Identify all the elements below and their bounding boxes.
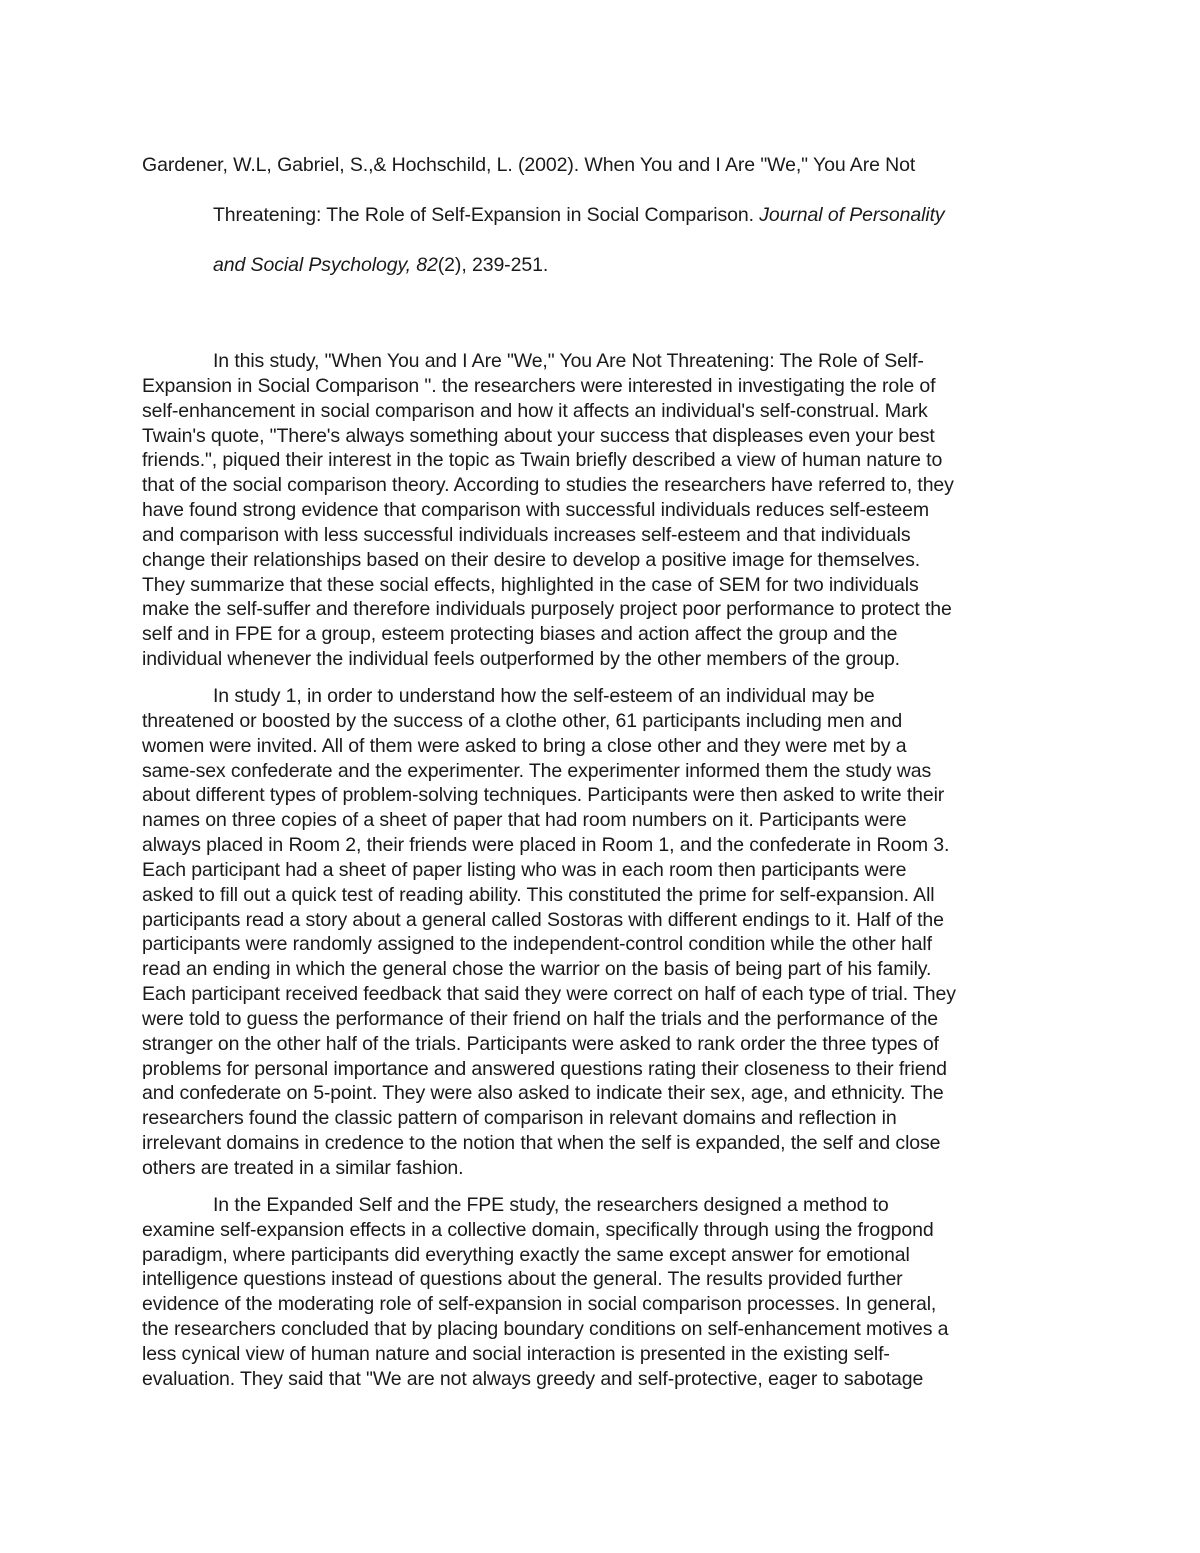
paragraph-2 <box>142 684 1062 1181</box>
paragraph-line: friends.", piqued their interest in the topic as Twain briefly described a view of human nature to <box>142 449 943 472</box>
paragraph-line: and confederate on 5-point. They were also asked to indicate their sex, age, and ethnicity. The <box>142 1082 944 1105</box>
paragraph-line: have found strong evidence that comparison with successful individuals reduces self-esteem <box>142 499 929 522</box>
paragraph-line: others are treated in a similar fashion. <box>142 1157 464 1179</box>
paragraph-line: Each participant received feedback that said they were correct on half of each type of trial. They <box>142 983 956 1006</box>
paragraph-line: participants were randomly assigned to the independent-control condition while the other half <box>142 933 932 956</box>
paragraph-line: always placed in Room 2, their friends were placed in Room 1, and the confederate in Room 3. <box>142 834 950 857</box>
paragraph-line: problems for personal importance and answered questions rating their closeness to their friend <box>142 1057 947 1080</box>
paragraph-line: less cynical view of human nature and social interaction is presented in the existing self- <box>142 1342 890 1365</box>
paragraph-line: women were invited. All of them were asked to bring a close other and they were met by a <box>142 734 907 757</box>
paragraph-line: participants read a story about a general called Sostoras with different endings to it. Half of the <box>142 908 944 931</box>
paragraph-line: Expansion in Social Comparison ". the researchers were interested in investigating the role of <box>142 374 936 397</box>
paragraph-line: In the Expanded Self and the FPE study, the researchers designed a method to <box>213 1193 889 1216</box>
paragraph-line: individual whenever the individual feels outperformed by the other members of the group. <box>142 648 900 671</box>
paragraph-line: self and in FPE for a group, esteem protecting biases and action affect the group and the <box>142 623 898 646</box>
paragraph-line: names on three copies of a sheet of paper that had room numbers on it. Participants were <box>142 809 907 832</box>
paragraph-line: make the self-suffer and therefore individuals purposely project poor performance to protect the <box>142 598 952 621</box>
paragraph-line: irrelevant domains in credence to the notion that when the self is expanded, the self and close <box>142 1132 941 1155</box>
citation-journal-volume: and Social Psychology, 82 <box>213 254 438 276</box>
citation-line-2 <box>142 190 1062 240</box>
paragraph-line: intelligence questions instead of questions about the general. The results provided further <box>142 1268 903 1291</box>
paragraph-line: read an ending in which the general chose the warrior on the basis of being part of his family. <box>142 958 932 981</box>
paragraph-line: They summarize that these social effects, highlighted in the case of SEM for two individuals <box>142 573 919 596</box>
paragraph-line: paradigm, where participants did everything exactly the same except answer for emotional <box>142 1243 910 1266</box>
paragraph-line: asked to fill out a quick test of reading ability. This constituted the prime for self-expansion. All <box>142 883 935 906</box>
paragraph-line: the researchers concluded that by placing boundary conditions on self-enhancement motives a <box>142 1318 949 1341</box>
paragraph-line: stranger on the other half of the trials. Participants were asked to rank order the three types of <box>142 1032 939 1055</box>
paragraph-line: In study 1, in order to understand how the self-esteem of an individual may be <box>213 684 875 707</box>
paragraph-line: examine self-expansion effects in a collective domain, specifically through using the frogpond <box>142 1218 934 1241</box>
paragraph-line: Each participant had a sheet of paper listing who was in each room then participants were <box>142 858 907 881</box>
paragraph-line: about different types of problem-solving techniques. Participants were then asked to write their <box>142 784 945 807</box>
citation-reference <box>142 140 1062 290</box>
paragraph-line: that of the social comparison theory. According to studies the researchers have referred to, they <box>142 474 954 497</box>
citation-journal: Journal of Personality <box>759 204 945 226</box>
citation-title: Threatening: The Role of Self-Expansion in Social Comparison. <box>213 204 760 226</box>
paragraph-line: were told to guess the performance of their friend on half the trials and the performance of the <box>142 1007 939 1030</box>
paragraph-line: researchers found the classic pattern of comparison in relevant domains and reflection in <box>142 1107 897 1130</box>
paragraph-line: self-enhancement in social comparison and how it affects an individual's self-construal. Mark <box>142 399 928 422</box>
paragraph-1 <box>142 349 1062 672</box>
body-text <box>142 349 1062 1392</box>
paragraph-line: In this study, "When You and I Are "We," You Are Not Threatening: The Role of Self- <box>213 350 924 372</box>
paragraph-line: evidence of the moderating role of self-expansion in social comparison processes. In general, <box>142 1293 937 1316</box>
citation-issue-pages: (2), 239-251. <box>437 254 549 276</box>
paragraph-line: same-sex confederate and the experimenter. The experimenter informed them the study was <box>142 759 932 782</box>
citation-line-3 <box>142 240 1062 290</box>
paragraph-line: threatened or boosted by the success of a clothe other, 61 participants including men and <box>142 709 903 732</box>
citation-line-1: Gardener, W.L, Gabriel, S.,& Hochschild, L. (2002). When You and I Are "We," You Are Not <box>142 154 916 176</box>
paragraph-3 <box>142 1193 1062 1392</box>
paragraph-line: evaluation. They said that "We are not always greedy and self-protective, eager to sabotage <box>142 1367 924 1390</box>
paragraph-line: change their relationships based on their desire to develop a positive image for themselves. <box>142 548 921 571</box>
paragraph-line: and comparison with less successful individuals increases self-esteem and that individuals <box>142 523 911 546</box>
paragraph-line: Twain's quote, "There's always something about your success that displeases even your best <box>142 424 935 447</box>
